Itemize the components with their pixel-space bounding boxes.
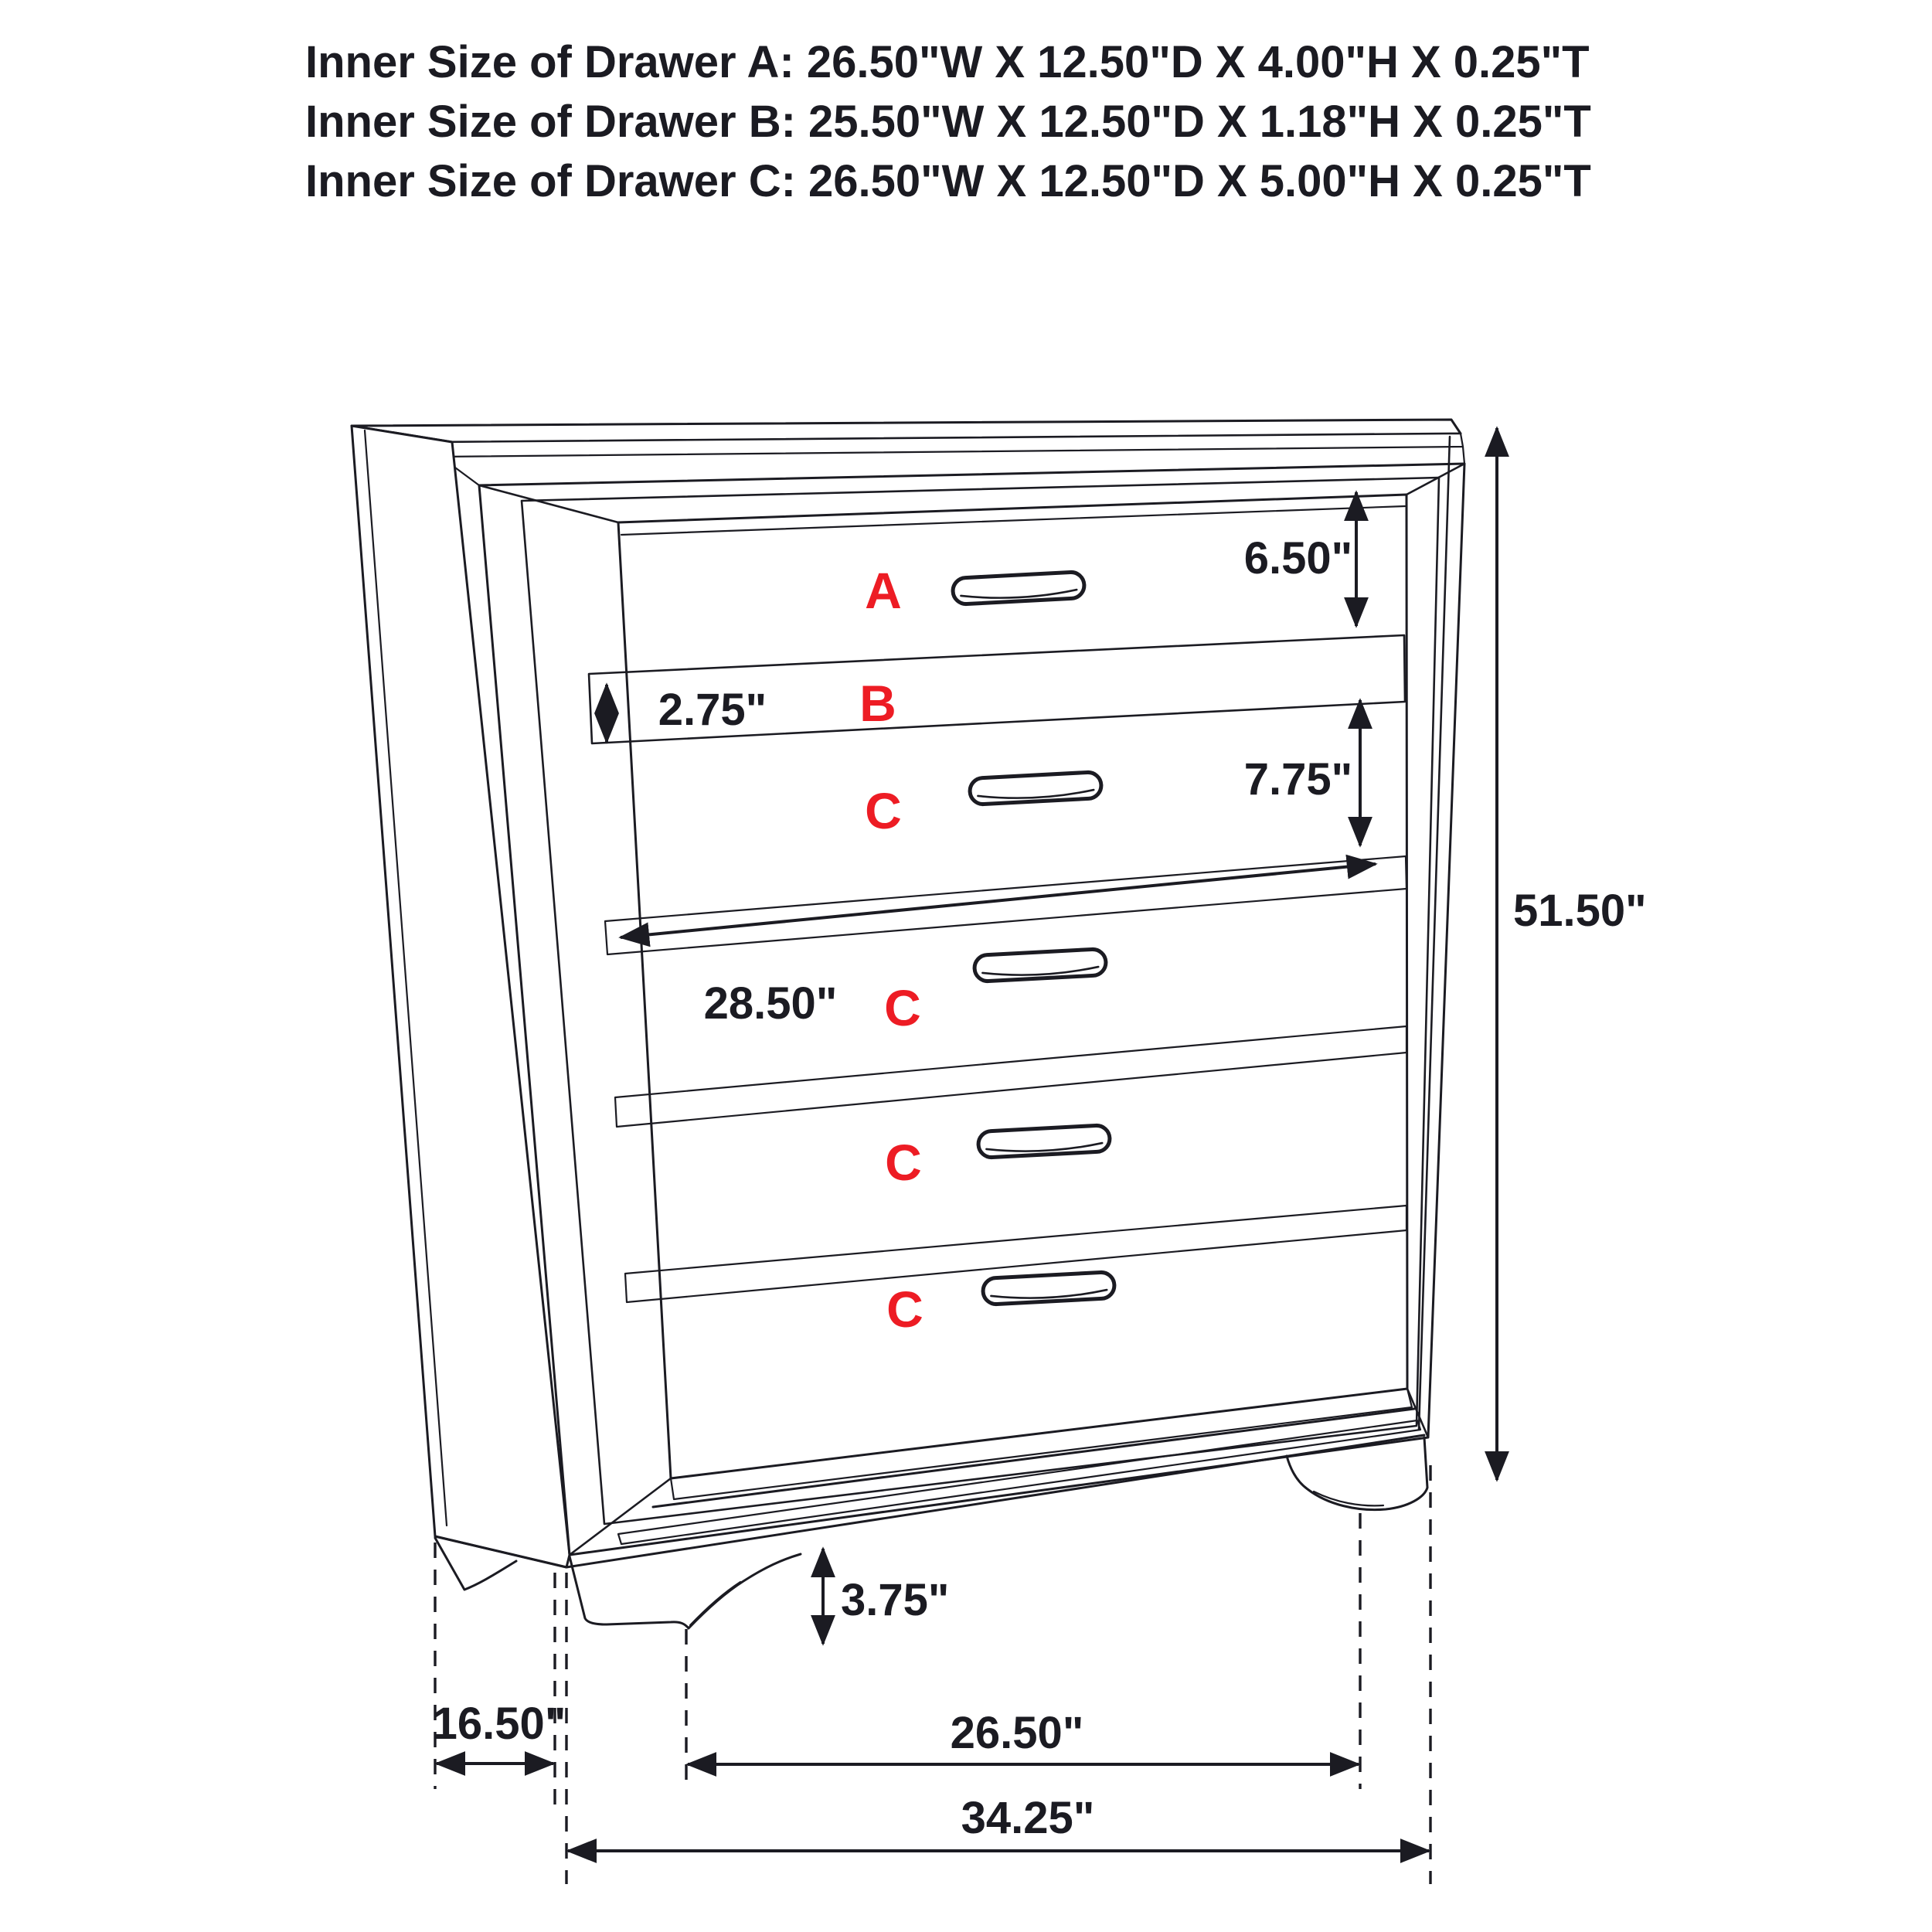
- header-text-block: [305, 37, 1591, 206]
- drawer-c4-handle-icon: [982, 1272, 1115, 1305]
- cabinet-drawing: [352, 420, 1464, 1628]
- cabinet-top-lip: [440, 434, 1463, 457]
- drawer-c2-handle-icon: [974, 949, 1107, 982]
- dim-label-side-depth: 16.50": [432, 1699, 566, 1749]
- drawer-a-label: A: [865, 562, 902, 619]
- drawer-c1-label: C: [865, 782, 902, 839]
- dim-label-foot-height: 3.75": [841, 1575, 950, 1625]
- dim-label-band-b-height: 2.75": [658, 685, 767, 735]
- header-line-1: Inner Size of Drawer A: 26.50"W X 12.50"D X 4.00"H X 0.25"T: [305, 37, 1590, 87]
- drawer-c3-label: C: [885, 1134, 922, 1191]
- dim-label-drawer-width: 28.50": [703, 978, 838, 1029]
- dim-label-drawer-a-height: 6.50": [1243, 533, 1353, 583]
- header-line-2: Inner Size of Drawer B: 25.50"W X 12.50"D X 1.18"H X 0.25"T: [305, 97, 1591, 147]
- dim-label-drawer-c-height: 7.75": [1243, 754, 1353, 804]
- drawer-c3-handle-icon: [978, 1125, 1111, 1158]
- dim-label-overall-height: 51.50": [1513, 886, 1647, 936]
- front-left-foot: [570, 1554, 801, 1628]
- drawer-c2-label: C: [884, 979, 921, 1036]
- drawer-c1-handle-icon: [969, 772, 1102, 805]
- drawer-c4-label: C: [886, 1281, 923, 1338]
- dim-label-overall-width: 34.25": [961, 1793, 1095, 1843]
- drawer-b-label: B: [859, 675, 896, 732]
- dim-label-feet-span: 26.50": [950, 1708, 1084, 1758]
- drawer-a-handle-icon: [952, 572, 1085, 605]
- header-line-3: Inner Size of Drawer C: 26.50"W X 12.50"D X 5.00"H X 0.25"T: [305, 156, 1591, 206]
